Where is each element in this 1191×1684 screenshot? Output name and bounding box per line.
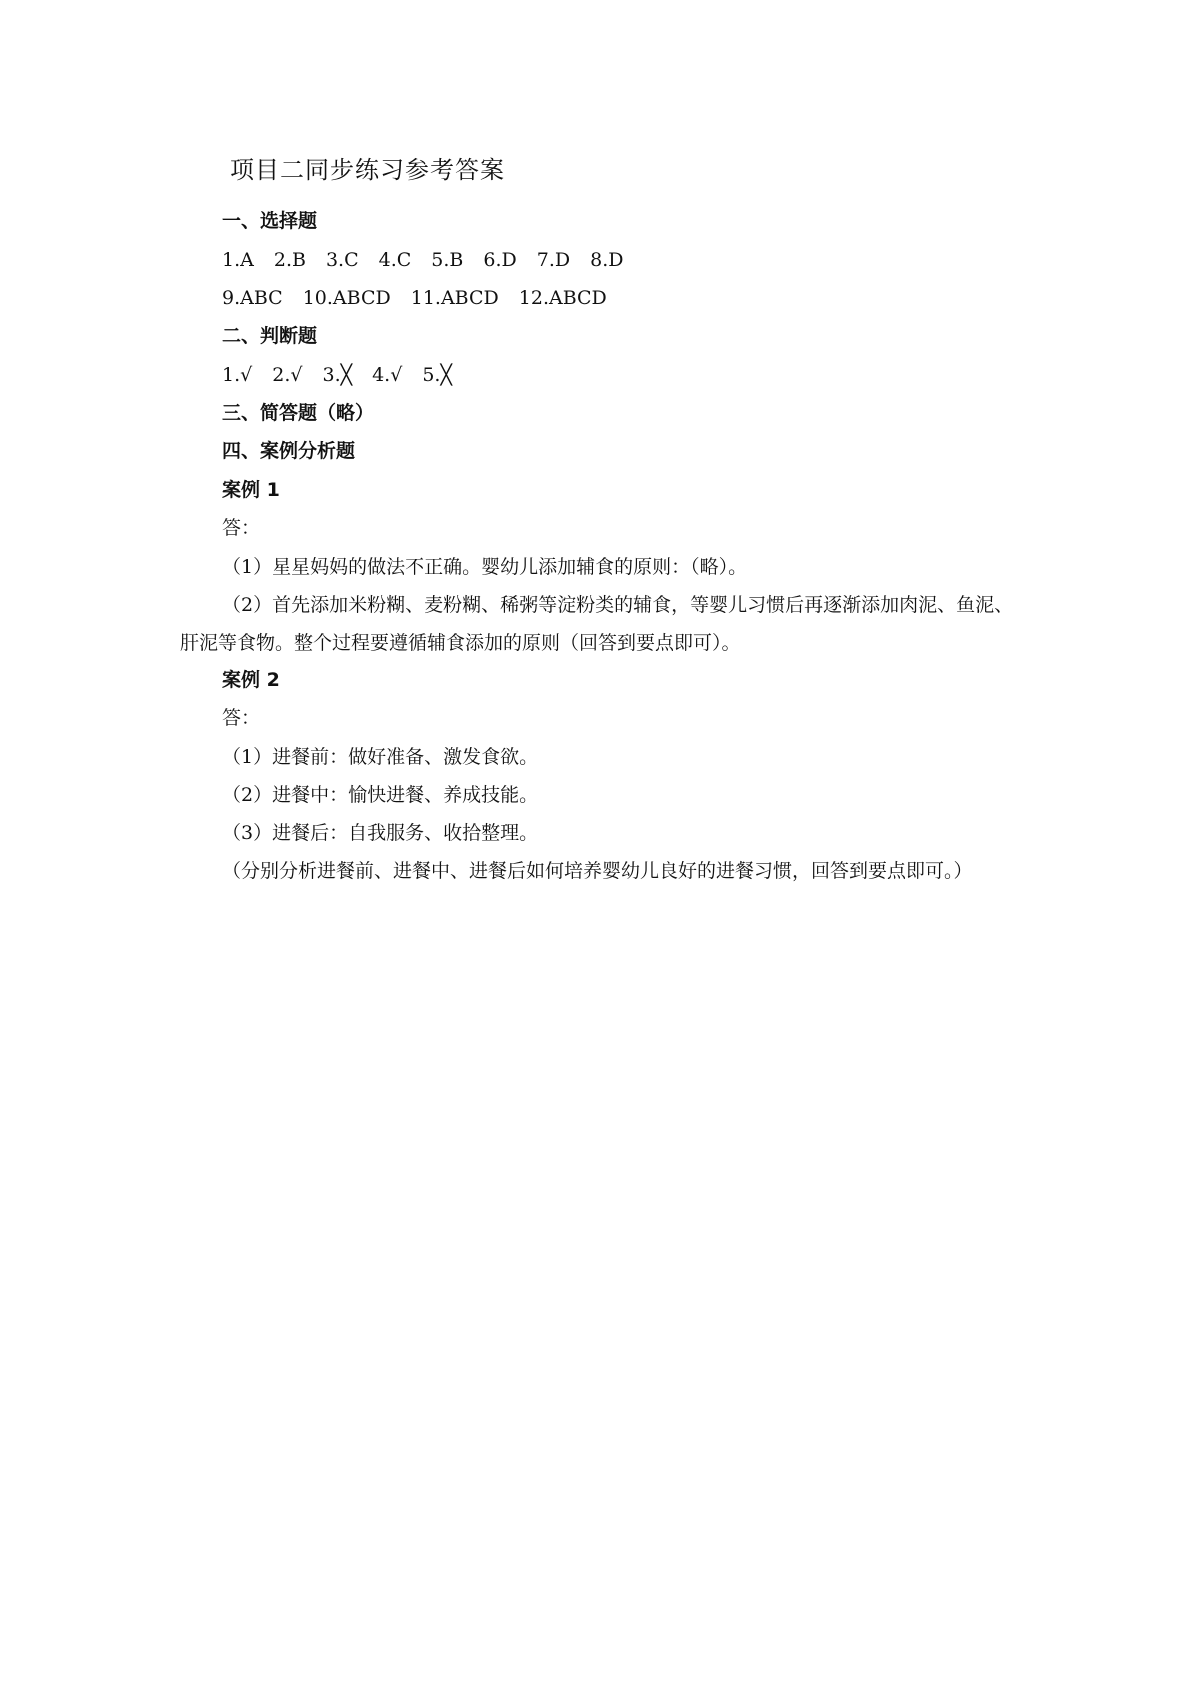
section2-heading: 二、判断题 — [222, 325, 318, 347]
section3-heading: 三、简答题（略） — [222, 402, 375, 424]
answer-item: 12.ABCD — [518, 287, 607, 309]
answer-item: 9.ABC — [222, 287, 283, 309]
case2-label: 案例 2 — [222, 669, 280, 691]
answer-item: 2.√ — [272, 364, 303, 386]
case2-answer-label: 答： — [222, 707, 261, 729]
case1-answer-label: 答： — [222, 517, 261, 539]
case2-paragraph-1: （1）进餐前：做好准备、激发食欲。 — [222, 746, 539, 768]
answer-item: 1.A — [222, 249, 254, 271]
answer-item: 1.√ — [222, 364, 253, 386]
choice-answers-row2 — [222, 285, 607, 311]
answer-item: 7.D — [536, 249, 571, 271]
answer-item: 6.D — [483, 249, 517, 271]
choice-answers-row1 — [222, 247, 624, 273]
answer-item: 8.D — [590, 249, 624, 271]
section4-heading: 四、案例分析题 — [222, 440, 356, 462]
page-title: 项目二同步练习参考答案 — [230, 156, 505, 184]
answer-item: 3.C — [325, 249, 359, 271]
case1-paragraph-2: （2）首先添加米粉糊、麦粉糊、稀粥等淀粉类的辅食，等婴儿习惯后再逐渐添加肉泥、鱼泥、肝泥等食物。整个过程要遵循辅食添加的原则（回答到要点即可）。 — [180, 594, 1014, 654]
answer-item: 11.ABCD — [410, 287, 499, 309]
section1-heading: 一、选择题 — [222, 210, 318, 232]
case2-paragraph-4: （分别分析进餐前、进餐中、进餐后如何培养婴幼儿良好的进餐习惯，回答到要点即可。） — [222, 860, 973, 882]
case1-paragraph-1: （1）星星妈妈的做法不正确。婴幼儿添加辅食的原则：（略）。 — [222, 556, 748, 578]
answer-item: 3.╳ — [322, 364, 353, 386]
answer-item: 10.ABCD — [302, 287, 391, 309]
answer-item: 5.B — [431, 249, 464, 271]
case2-paragraph-2: （2）进餐中：愉快进餐、养成技能。 — [222, 784, 539, 806]
case2-paragraph-3: （3）进餐后：自我服务、收拾整理。 — [222, 822, 539, 844]
answer-item: 2.B — [273, 249, 306, 271]
answer-item: 5.╳ — [422, 364, 452, 386]
answer-item: 4.√ — [372, 364, 403, 386]
case1-label: 案例 1 — [222, 479, 280, 501]
true-false-answers — [222, 362, 452, 388]
answer-item: 4.C — [378, 249, 412, 271]
